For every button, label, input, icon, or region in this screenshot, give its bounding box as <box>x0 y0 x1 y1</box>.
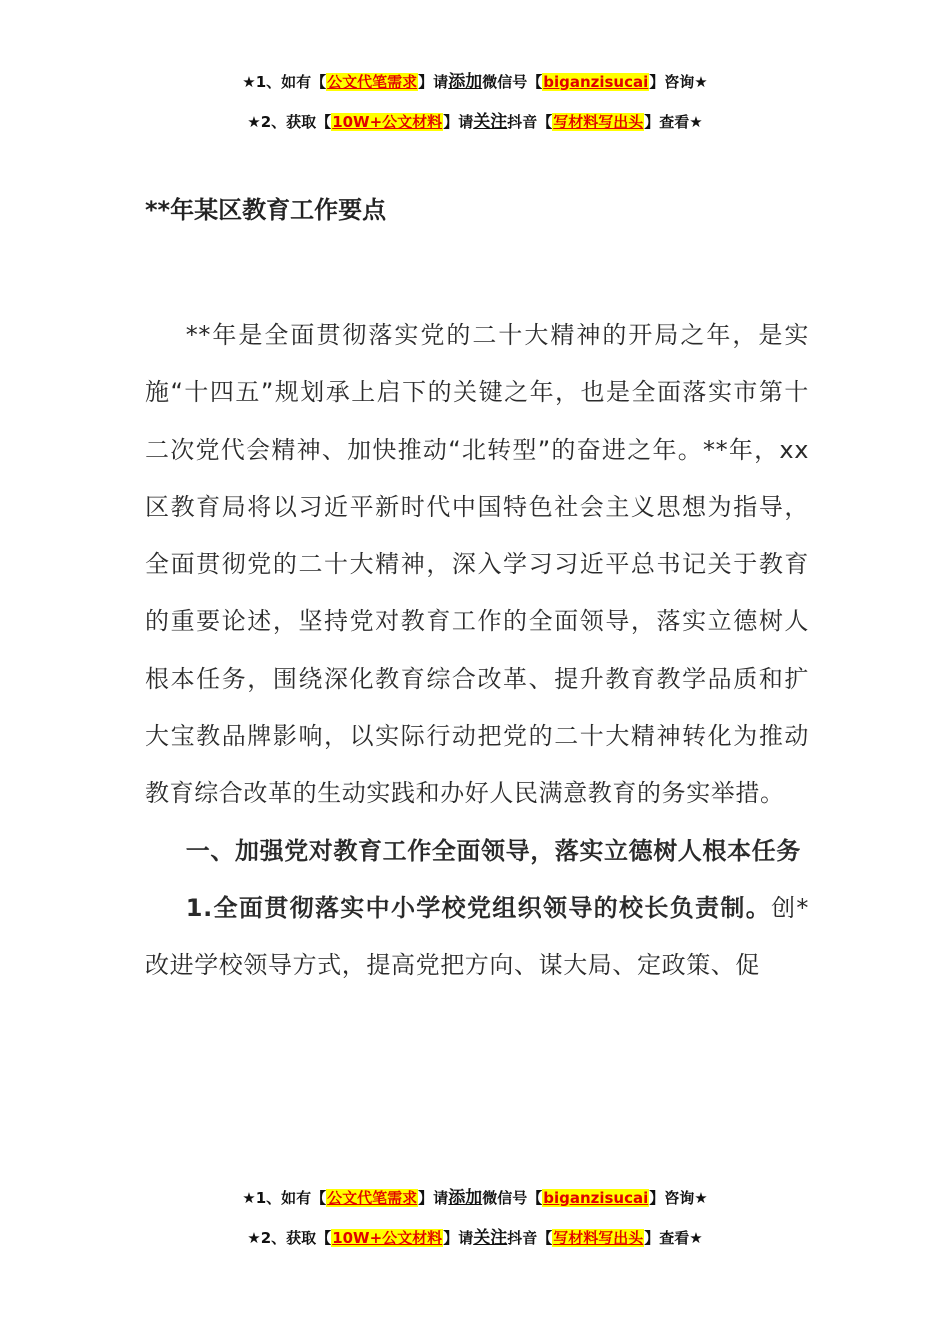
item-paragraph <box>145 880 809 995</box>
banner-underline: 添加 <box>448 72 483 92</box>
banner-text: 】请 <box>418 73 449 91</box>
banner-highlight: 写材料写出头 <box>553 113 644 131</box>
banner-highlight: 公文代笔需求 <box>327 73 418 91</box>
banner-text: ★1、如有【 <box>242 73 327 91</box>
banner-text: 微信号【 <box>482 73 543 91</box>
banner-line-1 <box>0 72 950 112</box>
banner-highlight: 公文代笔需求 <box>327 1189 418 1207</box>
intro-paragraph: **年是全面贯彻落实党的二十大精神的开局之年，是实施“十四五”规划承上启下的关键之年，也是全面落实市第十二次党代会精神、加快推动“北转型”的奋进之年。**年，xx区教育局将以习近平新时代中国特色社会主义思想为指导，全面贯彻党的二十大精神，深入学习习近平总书记关于教育的重要论述，坚持党对教育工作的全面领导，落实立德树人根本任务，围绕深化教育综合改革、提升教育教学品质和扩大宝教品牌影响，以实际行动把党的二十大精神转化为推动教育综合改革的生动实践和办好人民满意教育的务实举措。 <box>145 321 809 808</box>
banner-text: 微信号【 <box>482 1189 543 1207</box>
banner-text: 】请 <box>443 113 474 131</box>
banner-line-2 <box>0 112 950 152</box>
item-bold-lead: 1.全面贯彻落实中小学校党组织领导的校长负责制。 <box>185 893 772 922</box>
document-title: **年某区教育工作要点 <box>145 196 387 224</box>
document-body <box>145 307 809 995</box>
footer-banner <box>0 1188 950 1268</box>
banner-text: ★1、如有【 <box>242 1189 327 1207</box>
header-banner <box>0 72 950 152</box>
banner-text: 】查看★ <box>644 1229 703 1247</box>
banner-underline: 关注 <box>473 1228 508 1248</box>
banner-line-2 <box>0 1228 950 1268</box>
banner-underline: 关注 <box>473 112 508 132</box>
banner-highlight: biganzisucai <box>543 73 649 91</box>
banner-underline: 添加 <box>448 1188 483 1208</box>
banner-text: ★2、获取【 <box>247 1229 332 1247</box>
banner-line-1 <box>0 1188 950 1228</box>
banner-highlight: 10W+公文材料 <box>332 1229 443 1247</box>
banner-text: 抖音【 <box>507 1229 553 1247</box>
banner-text: 】请 <box>418 1189 449 1207</box>
banner-text: 】咨询★ <box>649 1189 708 1207</box>
banner-text: 】咨询★ <box>649 73 708 91</box>
banner-text: 】查看★ <box>644 113 703 131</box>
banner-highlight: biganzisucai <box>543 1189 649 1207</box>
banner-text: 】请 <box>443 1229 474 1247</box>
section-heading: 一、加强党对教育工作全面领导，落实立德树人根本任务 <box>185 836 801 865</box>
banner-highlight: 10W+公文材料 <box>332 113 443 131</box>
item-text: 创*改进学校领导方式，提高党把方向、谋大局、定政策、促 <box>145 893 810 980</box>
banner-text: ★2、获取【 <box>247 113 332 131</box>
banner-highlight: 写材料写出头 <box>553 1229 644 1247</box>
banner-text: 抖音【 <box>507 113 553 131</box>
